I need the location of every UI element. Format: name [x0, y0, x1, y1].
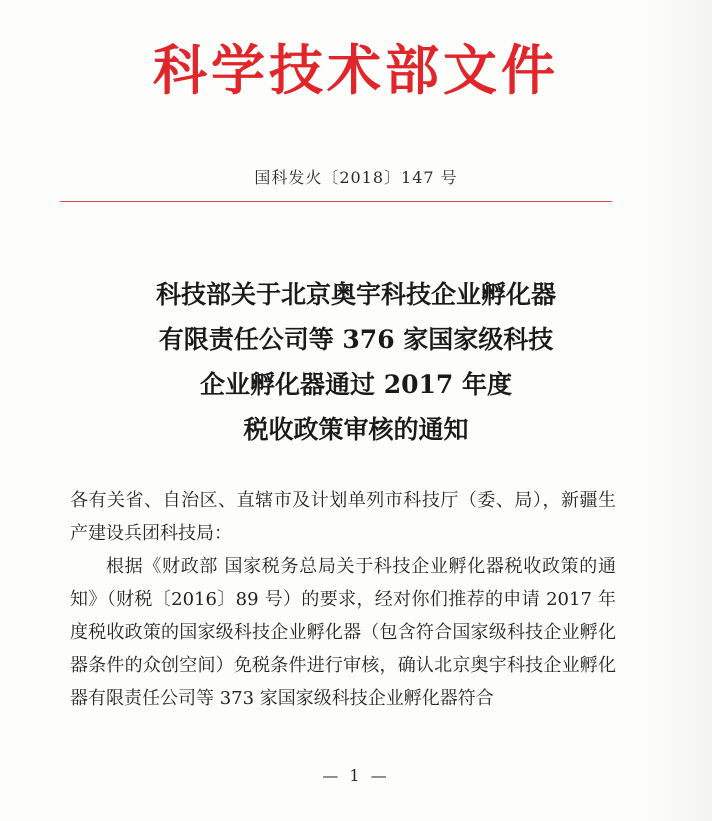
document-header-title: 科学技术部文件 — [153, 39, 559, 102]
document-number: 国科发火〔2018〕147 号 — [254, 168, 458, 187]
notice-title-line: 有限责任公司等 376 家国家级科技 — [158, 325, 554, 354]
notice-title-line: 企业孵化器通过 2017 年度 — [200, 370, 512, 399]
notice-title — [0, 272, 712, 452]
addressee: 各有关省、自治区、直辖市及计划单列市科技厅（委、局），新疆生产建设兵团科技局： — [70, 490, 616, 544]
document-body — [70, 484, 616, 715]
notice-title-line: 科技部关于北京奥宇科技企业孵化器 — [155, 280, 556, 309]
page-number: — 1 — — [322, 766, 390, 785]
notice-title-line: 税收政策审核的通知 — [243, 415, 469, 444]
body-paragraph: 根据《财政部 国家税务总局关于科技企业孵化器税收政策的通知》（财税〔2016〕89 号）的要求，经对你们推荐的申请 2017 年度税收政策的国家级科技企业孵化器（包含符合国家级科技企业孵化器条件的众创空间）免税条件进行审核，确认北京奥宇科技企业孵化器有限责任公司等 373 家国家级科技企业孵化器符合 — [70, 556, 616, 709]
header-divider — [60, 201, 612, 202]
